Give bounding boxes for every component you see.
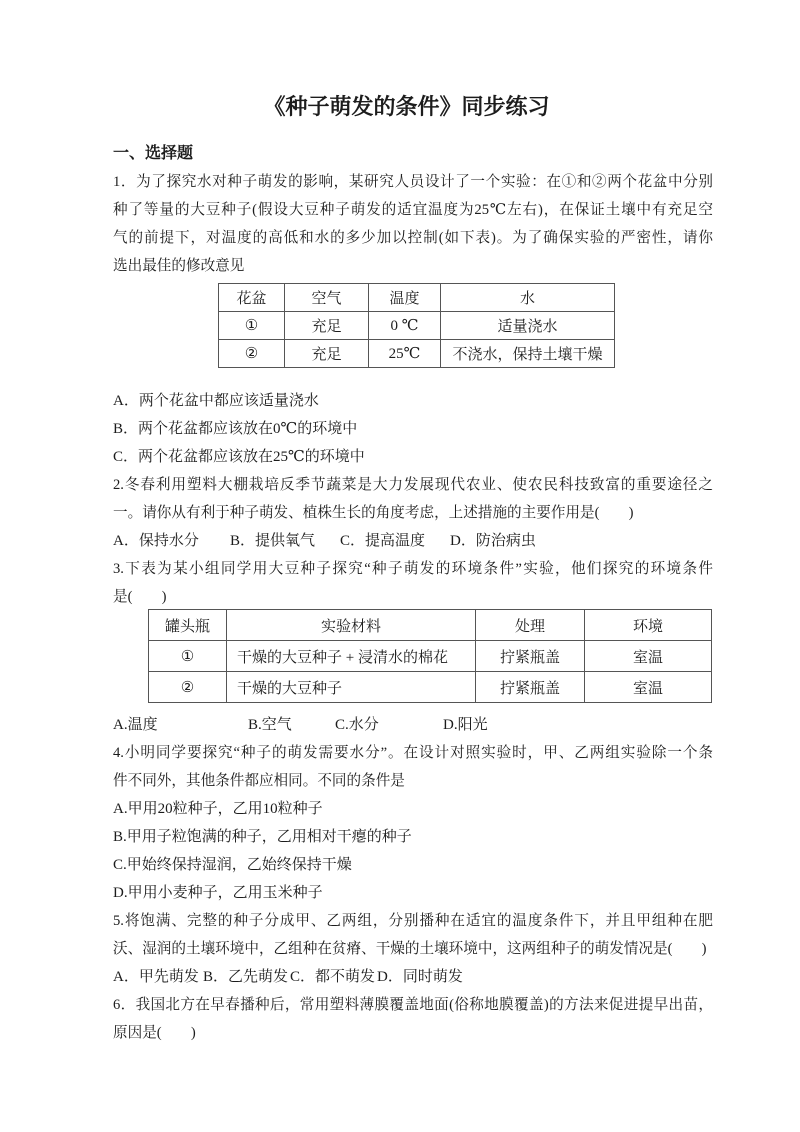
option: D．同时萌发	[377, 969, 463, 985]
table-cell: 干燥的大豆种子 + 浸清水的棉花	[227, 641, 476, 672]
q3-experiment-table	[148, 609, 712, 703]
table-row	[149, 672, 712, 703]
table-cell: 不浇水，保持土壤干燥	[441, 340, 615, 368]
question-2	[113, 471, 713, 527]
table-cell: ①	[149, 641, 227, 672]
option: B．乙先萌发	[203, 969, 289, 985]
table-header-row	[219, 284, 615, 312]
table-header-cell: 花盆	[219, 284, 285, 312]
question-line: 4.小明同学要探究“种子的萌发需要水分”。在设计对照实验时，甲、乙两组实验除一个条	[113, 745, 713, 761]
q4-options	[113, 795, 713, 907]
table-cell: 室温	[585, 672, 712, 703]
option: A．保持水分	[113, 533, 199, 549]
table-cell: 25℃	[369, 340, 441, 368]
option: B．两个花盆都应该放在0℃的环境中	[113, 421, 358, 437]
question-line: 2.冬春利用塑料大棚栽培反季节蔬菜是大力发展现代农业、使农民科技致富的重要途径之	[113, 477, 713, 493]
option: D.阳光	[443, 717, 488, 733]
table-cell: ②	[149, 672, 227, 703]
question-line: 选出最佳的修改意见	[113, 258, 245, 274]
option: D.甲用小麦种子，乙用玉米种子	[113, 885, 323, 901]
question-3	[113, 555, 713, 611]
option: D．防治病虫	[450, 533, 536, 549]
option: A．甲先萌发	[113, 969, 199, 985]
table-header-cell: 温度	[369, 284, 441, 312]
option: A.甲用20粒种子，乙用10粒种子	[113, 801, 323, 817]
question-line: 种了等量的大豆种子(假设大豆种子萌发的适宜温度为25℃左右)，在保证土壤中有充足空	[113, 202, 713, 218]
question-line: 3.下表为某小组同学用大豆种子探究“种子萌发的环境条件”实验，他们探究的环境条件	[113, 561, 713, 577]
table-cell: ①	[219, 312, 285, 340]
question-line: 原因是( )	[113, 1025, 196, 1041]
question-line: 件不同外，其他条件都应相同。不同的条件是	[113, 773, 405, 789]
question-line: 气的前提下，对温度的高低和水的多少加以控制(如下表)。为了确保实验的严密性，请你	[113, 230, 713, 246]
q2-options	[113, 527, 713, 555]
table-header-cell: 环境	[585, 610, 712, 641]
table-row	[219, 312, 615, 340]
q5-options	[113, 963, 713, 991]
q1-experiment-table	[218, 283, 615, 368]
option: B.空气	[248, 717, 292, 733]
option: B.甲用子粒饱满的种子，乙用相对干瘪的种子	[113, 829, 412, 845]
option: C．都不萌发	[290, 969, 376, 985]
table-header-cell: 水	[441, 284, 615, 312]
question-4	[113, 739, 713, 795]
question-line: 一。请你从有利于种子萌发、植株生长的角度考虑，上述措施的主要作用是( )	[113, 505, 634, 521]
table-cell: 拧紧瓶盖	[476, 641, 585, 672]
question-5	[113, 907, 713, 963]
table-row	[149, 641, 712, 672]
option: B．提供氧气	[230, 533, 316, 549]
table-cell: ②	[219, 340, 285, 368]
table-cell: 充足	[285, 312, 369, 340]
table-cell: 干燥的大豆种子	[227, 672, 476, 703]
section-heading: 一、选择题	[113, 145, 194, 162]
table-cell: 0 ℃	[369, 312, 441, 340]
question-line: 6．我国北方在早春播种后，常用塑料薄膜覆盖地面(俗称地膜覆盖)的方法来促进提早出苗，	[113, 997, 713, 1013]
table-cell: 拧紧瓶盖	[476, 672, 585, 703]
q3-options	[113, 711, 713, 739]
table-header-cell: 空气	[285, 284, 369, 312]
option: A．两个花盆中都应该适量浇水	[113, 393, 319, 409]
question-line: 是( )	[113, 589, 167, 605]
question-1	[113, 168, 713, 280]
question-6	[113, 991, 713, 1047]
question-line: 沃、湿润的土壤环境中，乙组种在贫瘠、干燥的土壤环境中，这两组种子的萌发情况是( )	[113, 941, 707, 957]
option: C．两个花盆都应该放在25℃的环境中	[113, 449, 365, 465]
option: C．提高温度	[340, 533, 426, 549]
table-cell: 适量浇水	[441, 312, 615, 340]
option: A.温度	[113, 717, 158, 733]
table-header-cell: 罐头瓶	[149, 610, 227, 641]
table-header-cell: 处理	[476, 610, 585, 641]
table-row	[219, 340, 615, 368]
option: C.甲始终保持湿润，乙始终保持干燥	[113, 857, 352, 873]
table-header-row	[149, 610, 712, 641]
page-title: 《种子萌发的条件》同步练习	[263, 94, 550, 119]
question-line: 5.将饱满、完整的种子分成甲、乙两组，分别播种在适宜的温度条件下，并且甲组种在肥	[113, 913, 713, 929]
option: C.水分	[335, 717, 379, 733]
table-cell: 充足	[285, 340, 369, 368]
question-line: 1．为了探究水对种子萌发的影响，某研究人员设计了一个实验：在①和②两个花盆中分别	[113, 174, 713, 190]
q1-options	[113, 387, 713, 471]
table-header-cell: 实验材料	[227, 610, 476, 641]
table-cell: 室温	[585, 641, 712, 672]
